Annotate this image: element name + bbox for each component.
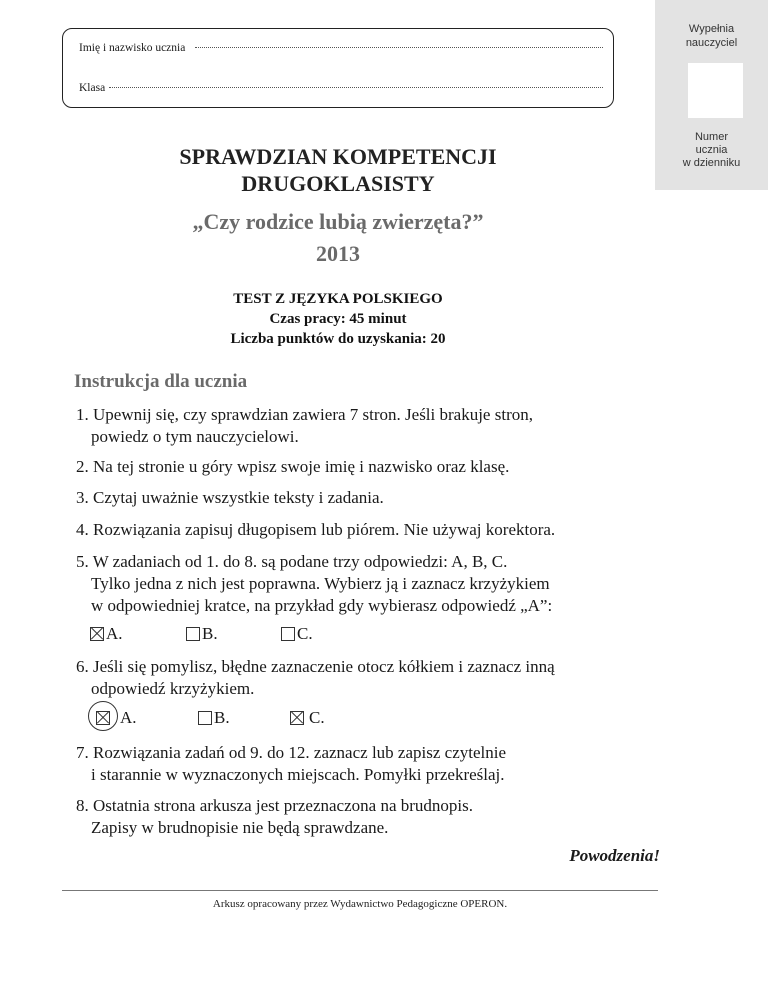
checked-box-icon [90, 627, 104, 641]
student-name-field[interactable] [79, 42, 603, 54]
class-label: Klasa [79, 82, 106, 94]
footer-text: Arkusz opracowany przez Wydawnictwo Pedagogiczne OPERON. [212, 898, 508, 910]
student-number-box[interactable] [688, 63, 743, 118]
test-points: Liczba punktów do uzyskania: 20 [230, 331, 446, 347]
exam-title: SPRAWDZIAN KOMPETENCJI DRUGOKLASISTY [179, 144, 497, 196]
example-2-option-b: B. [198, 708, 230, 728]
student-name-label: Imię i nazwisko ucznia [79, 42, 186, 54]
test-name: TEST Z JĘZYKA POLSKIEGO [233, 291, 443, 307]
exam-subtitle [62, 206, 614, 270]
instruction-item: 1. Upewnij się, czy sprawdzian zawiera 7 stron. Jeśli brakuje stron, powiedz o tym nauczycielowi. [76, 405, 533, 446]
footer-divider [62, 890, 658, 891]
example-2-option-a: A. [96, 708, 137, 728]
exam-theme: „Czy rodzice lubią zwierzęta?” [192, 209, 484, 234]
teacher-panel [655, 0, 768, 190]
exam-year: 2013 [316, 241, 360, 266]
student-name-line[interactable] [195, 47, 603, 48]
instruction-item: 2. Na tej stronie u góry wpisz swoje imię i nazwisko oraz klasę. [76, 457, 510, 476]
test-info [62, 289, 614, 349]
checked-box-icon [290, 711, 304, 725]
class-line[interactable] [109, 87, 603, 88]
instruction-item: 4. Rozwiązania zapisuj długopisem lub piórem. Nie używaj korektora. [76, 520, 556, 539]
instruction-item: 6. Jeśli się pomylisz, błędne zaznaczenie otocz kółkiem i zaznacz inną odpowiedź krzyżykiem. [76, 657, 555, 698]
test-time: Czas pracy: 45 minut [269, 311, 407, 327]
instruction-item: 7. Rozwiązania zadań od 9. do 12. zaznacz lub zapisz czytelnie i starannie w wyznaczonych miejscach. Pomyłki przekreślaj. [76, 743, 506, 784]
instructions-heading: Instrukcja dla ucznia [74, 371, 248, 392]
empty-box-icon [186, 627, 200, 641]
checked-box-icon [96, 711, 110, 725]
closing-text: Powodzenia! [569, 846, 660, 865]
instruction-item: 8. Ostatnia strona arkusza jest przeznaczona na brudnopis. Zapisy w brudnopisie nie będą sprawdzane. [76, 796, 473, 837]
student-number-label: Numer ucznia w dzienniku [682, 131, 741, 169]
empty-box-icon [198, 711, 212, 725]
instruction-item: 5. W zadaniach od 1. do 8. są podane trzy odpowiedzi: A, B, C. Tylko jedna z nich jest poprawna. Wybierz ją i zaznacz krzyżykiem w odpowiedniej kratce, na przykład gdy wybierasz odpowiedź „A”: [76, 552, 553, 615]
class-field[interactable] [79, 82, 603, 94]
teacher-panel-title: Wypełnia nauczyciel [685, 23, 738, 49]
instruction-item: 3. Czytaj uważnie wszystkie teksty i zadania. [76, 488, 384, 507]
example-2-option-c: C. [290, 708, 325, 728]
student-info-box [62, 28, 614, 108]
empty-box-icon [281, 627, 295, 641]
example-1-option-c: C. [281, 624, 313, 644]
example-1-option-a: A. [90, 624, 123, 644]
example-1-option-b: B. [186, 624, 218, 644]
